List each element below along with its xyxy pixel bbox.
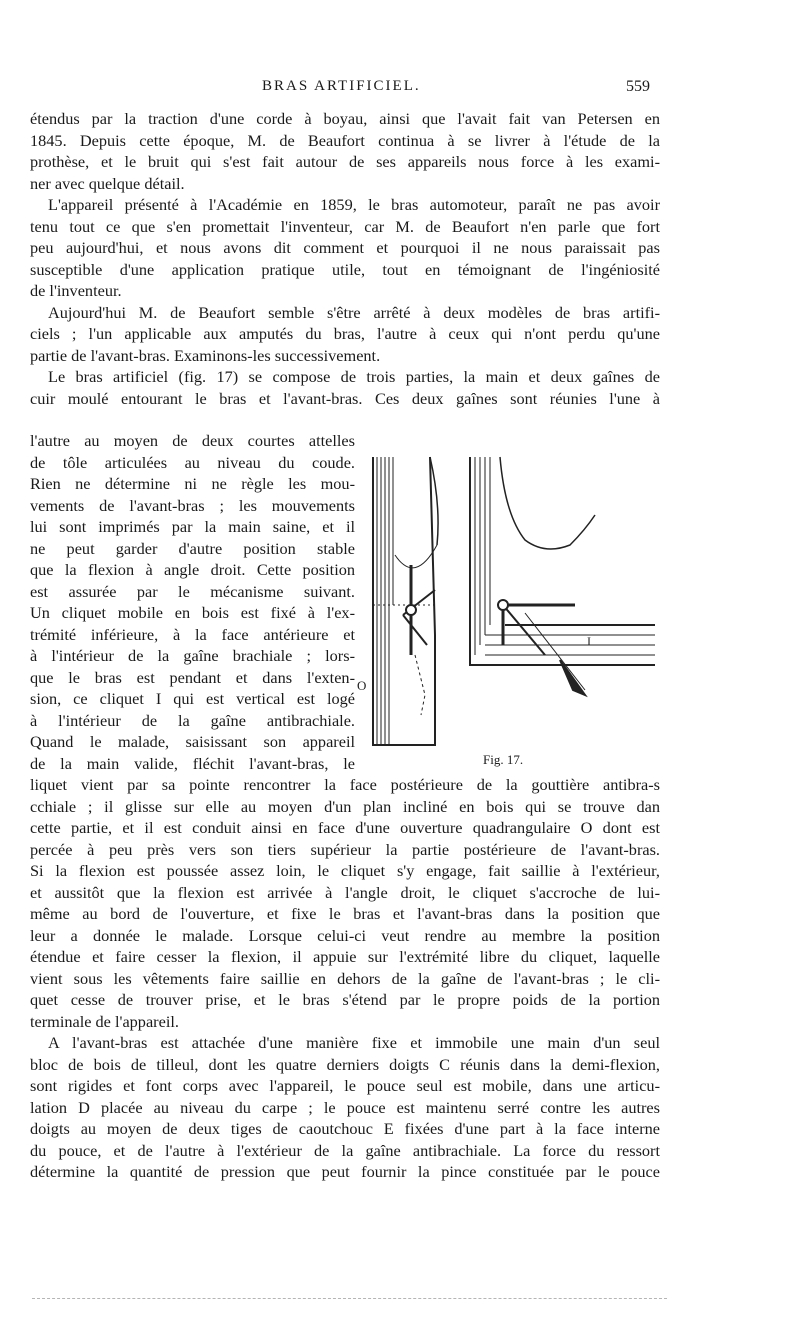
text-line: à l'intérieur de la gaîne brachiale ; lors- (30, 646, 355, 665)
page-number: 559 (626, 78, 650, 95)
extended-arm-drawing (373, 457, 438, 745)
text-line: sont rigides et font corps avec l'appareil, le pouce seul est mobile, dans une articu- (30, 1076, 660, 1095)
text-line: Aujourd'hui M. de Beaufort semble s'être arrêté à deux modèles de bras artifi- (48, 302, 660, 322)
text-line: bloc de bois de tilleul, dont les quatre derniers doigts C réunis dans la demi-flexion, (30, 1054, 660, 1074)
text-line: Si la flexion est poussée assez loin, le cliquet s'y engage, fait saillie à l'extérieur, (30, 861, 660, 880)
text-line: partie de l'avant-bras. Examinons-les successivement. (30, 345, 381, 365)
text-line: prothèse, et le bruit qui s'est fait autour de ses appareils nous force à les exami- (30, 152, 660, 171)
text-line: de tôle articulées au niveau du coude. (30, 452, 355, 472)
flexed-arm-drawing (470, 457, 655, 695)
text-line: terminale de l'appareil. (30, 1011, 179, 1031)
footer-rule (32, 1298, 667, 1299)
text-line: cette partie, et il est conduit ainsi en face d'une ouverture quadrangulaire O dont est (30, 818, 660, 837)
text-line: que le bras est pendant et dans l'exten- (30, 667, 355, 687)
text-line: quet cesse de trouver prise, et le bras s'étend par le propre poids de la portion (30, 990, 660, 1009)
text-line: lui sont imprimés par la main saine, et il (30, 517, 355, 536)
text-line: ne peut garder d'autre position stable (30, 538, 355, 558)
text-line: trémité inférieure, à la face antérieure et (30, 624, 355, 644)
text-line: Un cliquet mobile en bois est fixé à l'ex- (30, 603, 355, 622)
text-line: ner avec quelque détail. (30, 173, 185, 193)
text-line: de l'inventeur. (30, 281, 122, 300)
text-line: susceptible d'une application pratique utile, tout en témoignant de l'ingéniosité (30, 259, 660, 279)
text-line: détermine la quantité de pression que peut fournir la pince constituée par le pouce (30, 1162, 660, 1181)
text-line: ciels ; l'un applicable aux amputés du bras, l'autre à ceux qui n'ont perdu qu'une (30, 324, 660, 343)
figure-17-illustration (355, 445, 665, 775)
text-line: Le bras artificiel (fig. 17) se compose de trois parties, la main et deux gaînes de (48, 367, 660, 386)
text-line: sion, ce cliquet I qui est vertical est logé (30, 689, 355, 708)
text-line: et aussitôt que la flexion est arrivée à l'angle droit, le cliquet s'accroche de lui- (30, 882, 660, 902)
text-line: du pouce, et de l'autre à l'extérieur de la gaîne antibrachiale. La force du ressort (30, 1140, 660, 1160)
text-line: leur a donnée le malade. Lorsque celui-ci veut rendre au membre la position (30, 925, 660, 945)
figure-label-o: O (357, 678, 367, 693)
text-line: vient sous les vêtements faire saillie en dehors de la gaîne de l'avant-bras ; le cli- (30, 968, 660, 988)
text-line: A l'avant-bras est attachée d'une manière fixe et immobile une main d'un seul (48, 1033, 660, 1052)
running-title: BRAS ARTIFICIEL. (262, 78, 421, 94)
running-head (0, 78, 800, 108)
text-line: vements de l'avant-bras ; les mouvements (30, 495, 355, 515)
text-line: L'appareil présenté à l'Académie en 1859, le bras automoteur, paraît ne pas avoir (48, 195, 660, 214)
text-line: étendue et faire cesser la flexion, il appuie sur l'extrémité libre du cliquet, laquelle (30, 947, 660, 966)
text-line: tenu tout ce que s'en promettait l'inventeur, car M. de Beaufort n'en parle que fort (30, 216, 660, 236)
text-line: doigts au moyen de deux tiges de caoutchouc E fixées d'une part à la face interne (30, 1119, 660, 1138)
text-line: cuir moulé entourant le bras et l'avant-bras. Ces deux gaînes sont réunies l'une à (30, 388, 660, 408)
text-line: liquet vient par sa pointe rencontrer la face postérieure de la gouttière antibra-s (30, 775, 660, 794)
text-line: percée à peu près vers son tiers supérieur la partie postérieure de l'avant-bras. (30, 839, 660, 859)
figure-caption: Fig. 17. (483, 752, 524, 767)
text-line: de la main valide, fléchit l'avant-bras, le (30, 753, 355, 773)
text-line: lation D placée au niveau du carpe ; le pouce est maintenu serré contre les autres (30, 1097, 660, 1117)
text-line: étendus par la traction d'une corde à boyau, ainsi que l'avait fait van Petersen en (30, 109, 660, 128)
text-line: même au bord de l'ouverture, et fixe le bras et l'avant-bras dans la position que (30, 904, 660, 923)
text-line: que la flexion à angle droit. Cette position (30, 560, 355, 579)
text-line: Quand le malade, saisissant son appareil (30, 732, 355, 751)
text-line: l'autre au moyen de deux courtes attelles (30, 431, 355, 450)
text-line: Rien ne détermine ni ne règle les mou- (30, 474, 355, 493)
text-line: 1845. Depuis cette époque, M. de Beaufort continua à se livrer à l'étude de la (30, 130, 660, 150)
text-line: à l'intérieur de la gaîne antibrachiale. (30, 710, 355, 730)
text-line: peu aujourd'hui, et nous avons dit comment et pourquoi il ne nous paraissait pas (30, 238, 660, 257)
text-line: cchiale ; il glisse sur elle au moyen d'un plan incliné en bois qui se trouve dan (30, 796, 660, 816)
text-line: est assurée par le mécanisme suivant. (30, 581, 355, 601)
figure-label-i: I (587, 634, 591, 648)
